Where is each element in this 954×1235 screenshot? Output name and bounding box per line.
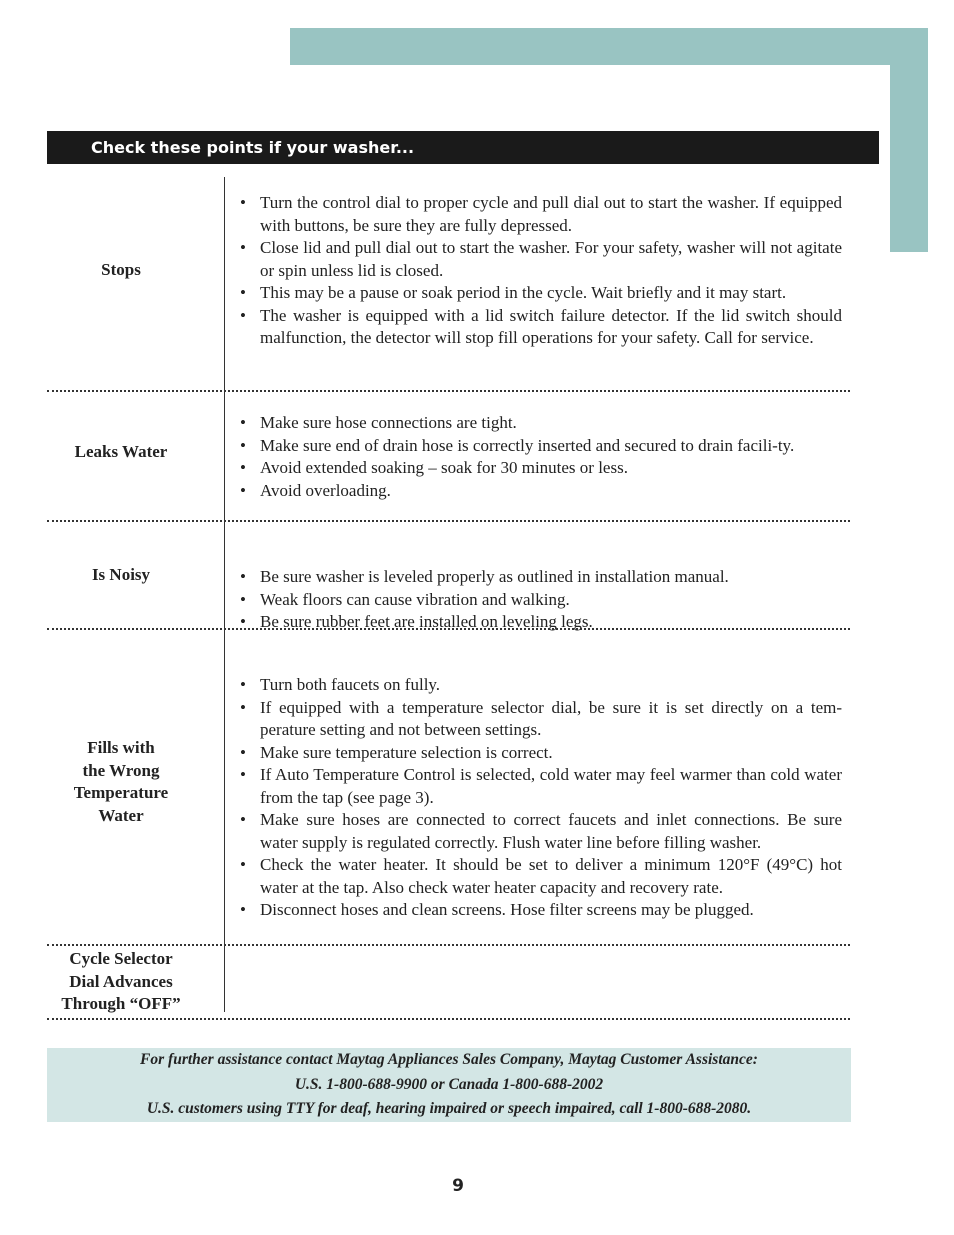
dotted-divider xyxy=(47,520,850,522)
problem-label-wrong-temperature: Fills with the Wrong Temperature Water xyxy=(73,738,169,825)
list-item: • Check the water heater. It should be set to deliver a minimum 120°F (49°C) hot water at the tap. Also check water heater capacity and recovery rate. xyxy=(238,854,842,899)
list-item: • Disconnect hoses and clean screens. Hose filter screens may be plugged. xyxy=(238,899,842,922)
dotted-divider xyxy=(47,628,850,630)
checklist-wrong-temperature xyxy=(238,674,842,922)
checklist-leaks-water xyxy=(238,412,842,502)
list-item: • Avoid overloading. xyxy=(238,480,842,503)
assistance-tty-line: U.S. customers using TTY for deaf, hearing impaired or speech impaired, call 1-800-688-2080. xyxy=(146,1100,752,1117)
checklist-is-noisy xyxy=(238,566,842,634)
column-divider xyxy=(224,177,225,1012)
dotted-divider xyxy=(47,390,850,392)
teal-tab-side xyxy=(890,28,928,252)
list-item: • Turn both faucets on fully. xyxy=(238,674,842,697)
list-item: • If Auto Temperature Control is selected, cold water may feel warmer than cold water from the tap (see page 3). xyxy=(238,764,842,809)
problem-label-stops: Stops xyxy=(101,260,141,279)
section-header: Check these points if your washer... xyxy=(47,131,879,164)
customer-assistance-box xyxy=(47,1048,851,1122)
teal-tab-top xyxy=(290,28,928,65)
problem-label-leaks-water: Leaks Water xyxy=(74,442,168,461)
assistance-line-1: For further assistance contact Maytag Appliances Sales Company, Maytag Customer Assistance: xyxy=(140,1051,758,1068)
list-item: • Be sure rubber feet are installed on leveling legs. xyxy=(238,611,842,634)
dotted-divider xyxy=(47,1018,850,1020)
assistance-phone-numbers: U.S. 1-800-688-9900 or Canada 1-800-688-2002 xyxy=(294,1075,604,1093)
list-item: • Make sure end of drain hose is correctly inserted and secured to drain facili-ty. xyxy=(238,435,842,458)
checklist-stops xyxy=(238,192,842,350)
problem-label-is-noisy: Is Noisy xyxy=(91,565,151,584)
list-item: • Be sure washer is leveled properly as outlined in installation manual. xyxy=(238,566,842,589)
list-item: • If equipped with a temperature selector dial, be sure it is set directly on a tem-perature setting and not between settings. xyxy=(238,697,842,742)
problem-label-cycle-selector: Cycle Selector Dial Advances Through “OFF” xyxy=(61,949,181,1013)
list-item: • Make sure hose connections are tight. xyxy=(238,412,842,435)
list-item: • Make sure hoses are connected to correct faucets and inlet connections. Be sure water supply is regulated correctly. Flush water line before filling washer. xyxy=(238,809,842,854)
page-number: 9 xyxy=(452,1176,464,1196)
list-item: • Avoid extended soaking – soak for 30 minutes or less. xyxy=(238,457,842,480)
list-item: • Make sure temperature selection is correct. xyxy=(238,742,842,765)
list-item: • Close lid and pull dial out to start the washer. For your safety, washer will not agitate or spin unless lid is closed. xyxy=(238,237,842,282)
list-item: • Weak floors can cause vibration and walking. xyxy=(238,589,842,612)
list-item: • Turn the control dial to proper cycle and pull dial out to start the washer. If equipped with buttons, be sure they are fully depressed. xyxy=(238,192,842,237)
list-item: • The washer is equipped with a lid switch failure detector. If the lid switch should malfunction, the detector will stop fill operations for your safety. Call for service. xyxy=(238,305,842,350)
dotted-divider xyxy=(47,944,850,946)
list-item: • This may be a pause or soak period in the cycle. Wait briefly and it may start. xyxy=(238,282,842,305)
